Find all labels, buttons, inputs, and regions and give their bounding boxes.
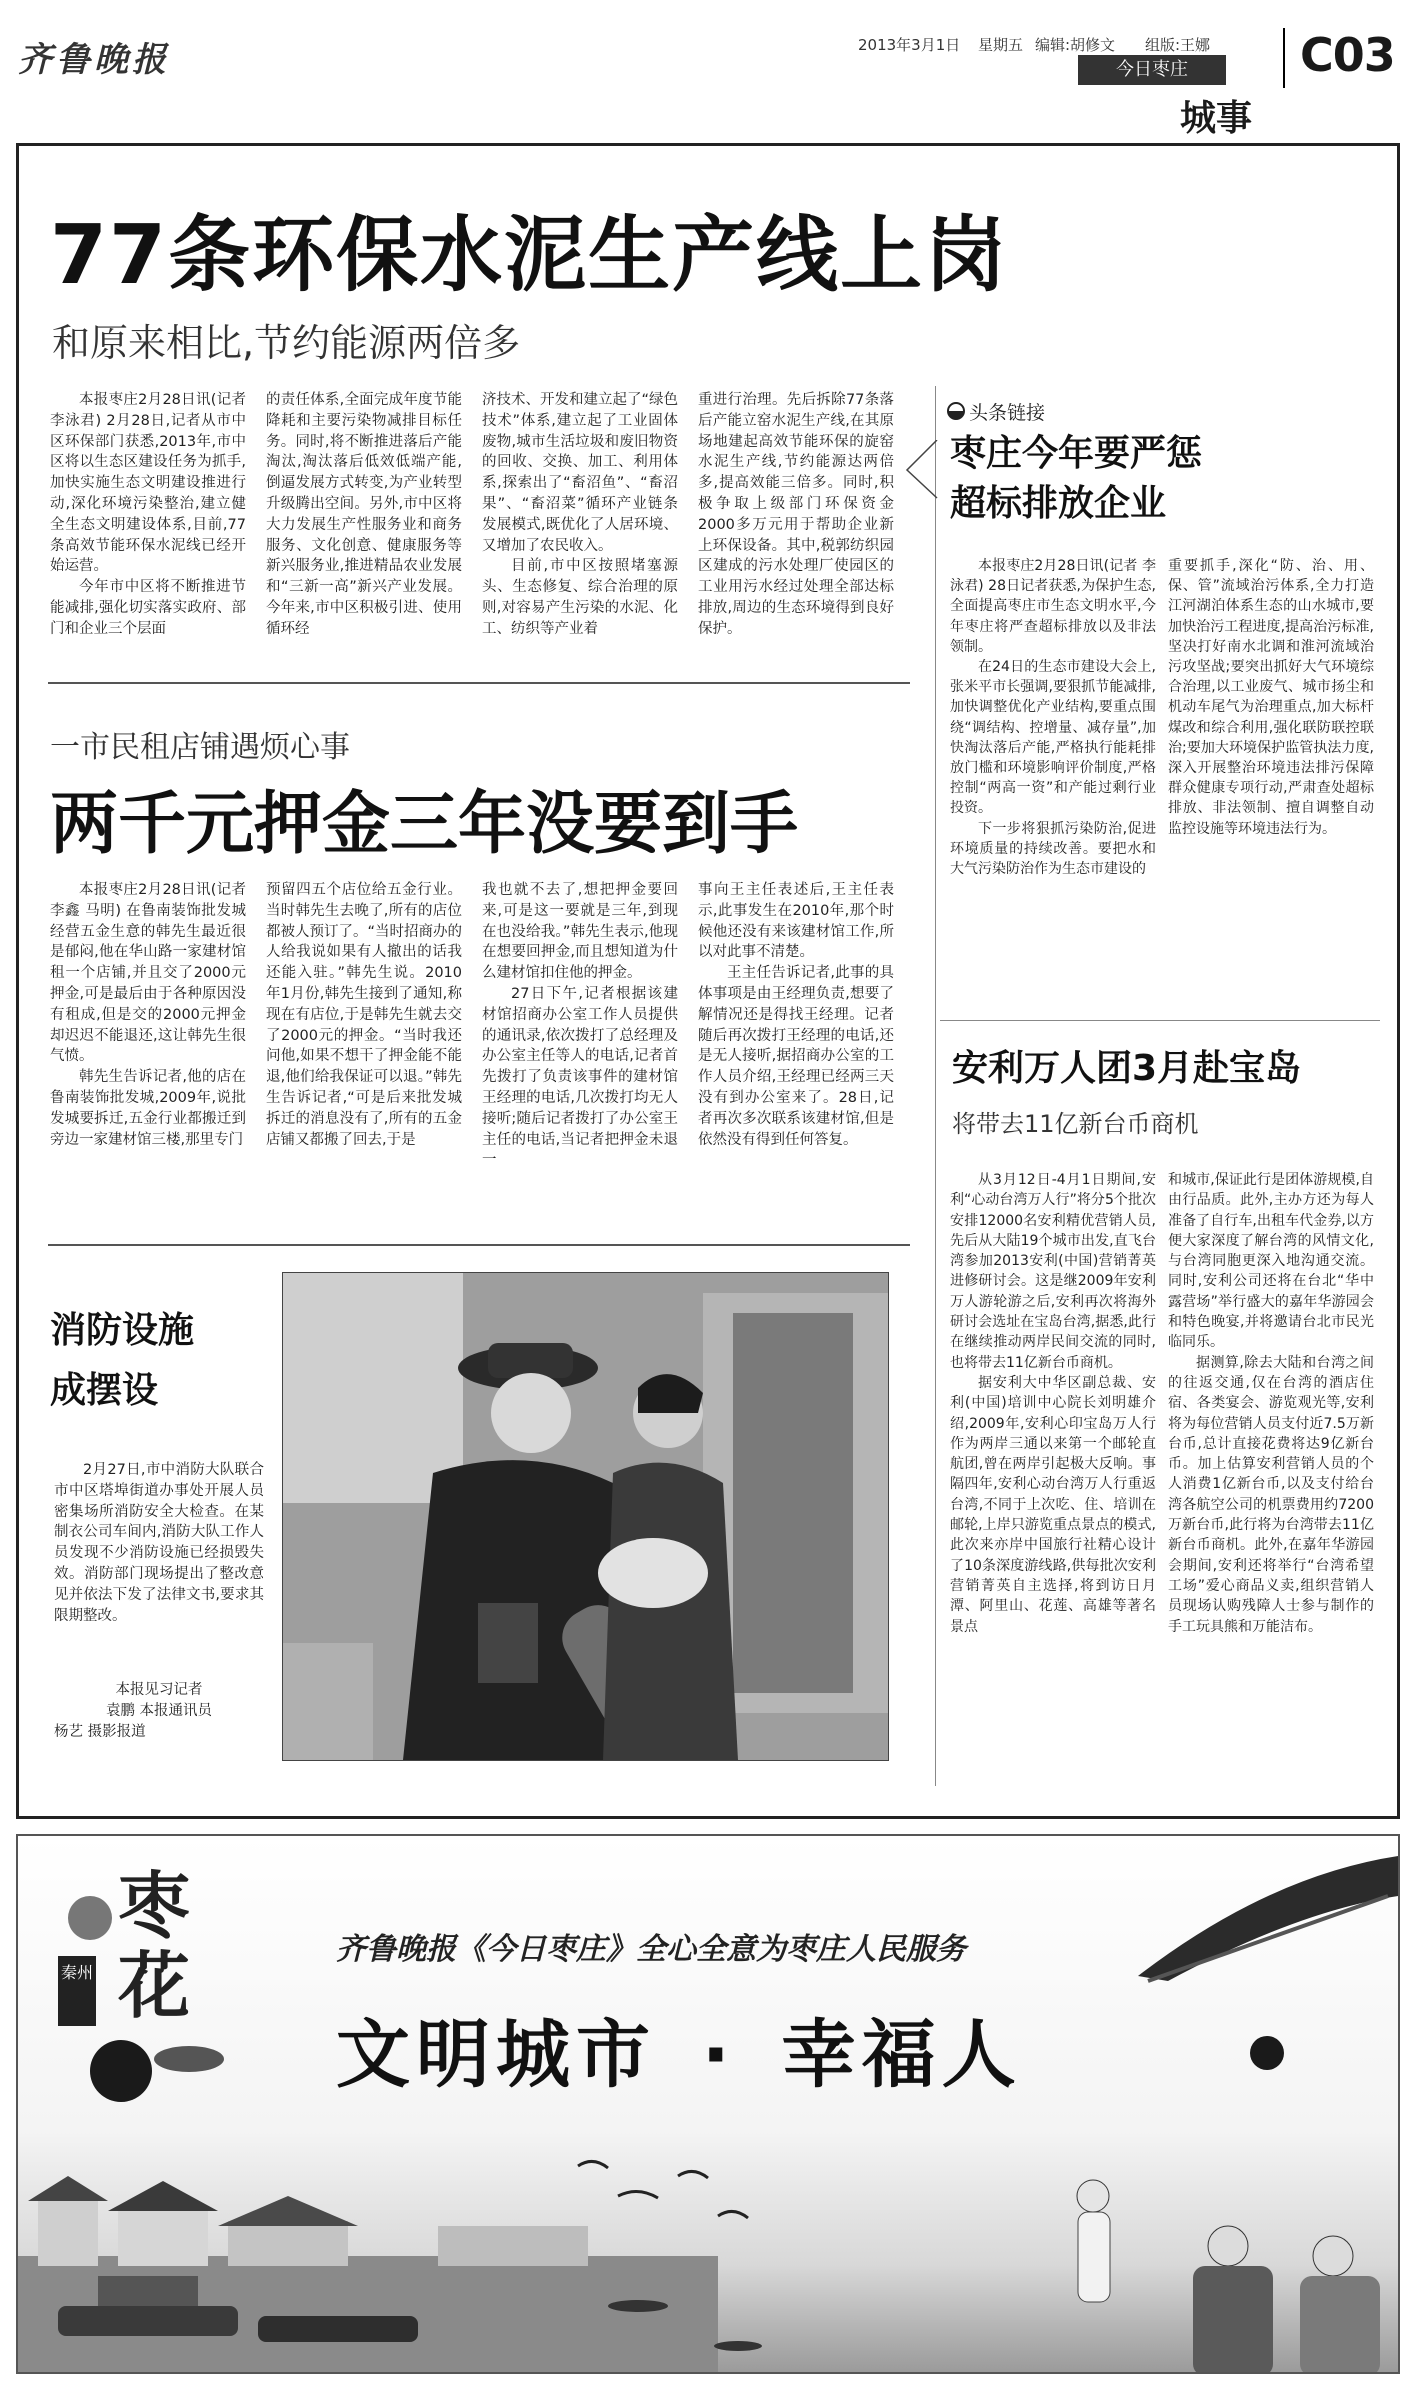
decor-dot: [90, 2040, 152, 2102]
story2-kicker: 一市民租店铺遇烦心事: [50, 730, 350, 765]
story2-column-3: [482, 880, 678, 1220]
story2-paragraph: 我也就不去了,想把押金要回来,可是这一要就是三年,到现在也没给我。”韩先生表示,他现在想要回押金,而且想知道为什么建材馆扣住他的押金。: [482, 882, 678, 982]
photo-credit: 本报见习记者: [115, 1682, 203, 1698]
sidebar1-headline: 枣庄今年要严惩: [950, 433, 1203, 474]
story1-column-3: [482, 390, 678, 665]
photo-illustration: [283, 1273, 888, 1760]
sidebar1-label-text: 头条链接: [969, 402, 1046, 424]
sidebar2-paragraph: 据测算,除去大陆和台湾之间的往返交通,仅在台湾的酒店住宿、各类宴会、游览观光等,安利将为每位营销人员支付近7.5万新台币,总计直接花费将达9亿新台币。加上估算安利营销人员的个人消费1亿新台币,以及支付给台湾各航空公司的机票费用约7200万新台币,此行将为台湾带去11亿新台币商机。此外,在嘉年华游园会期间,安利还将举行“台湾希望工场”爱心商品义卖,组织营销人员现场认购残障人士参与制作的手工玩具熊和万能洁布。: [1168, 1354, 1374, 1635]
sidebar1-paragraph: 下一步将狠抓污染防治,促进环境质量的持续改善。要把水和大气污染防治作为生态市建设的: [950, 820, 1156, 878]
section-rule: [940, 1020, 1380, 1021]
story2-column-2: [266, 880, 462, 1220]
masthead-logo: 齐鲁晚报: [18, 40, 170, 80]
callout-pointer: [905, 440, 939, 500]
masthead-divider: [1283, 28, 1285, 88]
sidebar2-paragraph: 从3月12日-4月1日期间,安利“心动台湾万人行”将分5个批次安排12000名安利精优营销人员,先后从大陆19个城市出发,直飞台湾参加2013安利(中国)营销菁英进修研讨会。这是继2009年安利万人游轮游之后,安利再次将海外研讨会选址在宝岛台湾,据悉,此行在继续推动两岸民间交流的同时,也将带去11亿新台币商机。: [950, 1172, 1156, 1371]
story1-column-2: [266, 390, 462, 665]
sidebar1-label: [947, 398, 1045, 425]
pavilion-roof-icon: [1138, 1856, 1398, 1996]
photo-credit: 袁鹏 本报通讯员: [105, 1702, 213, 1719]
banner-slogan: [336, 1996, 1022, 2102]
banner-tagline: [336, 1924, 966, 1968]
story1-paragraph: 今年市中区将不断推进节能减排,强化切实落实政府、部门和企业三个层面: [50, 579, 246, 637]
story3-paragraph: 2月27日,市中消防大队联合市中区塔埠街道办事处开展人员密集场所消防安全大检查。在某制衣公司车间内,消防大队工作人员发现不少消防设施已经损毁失效。消防部门现场提出了整改意见并依法下发了法律文书,要求其限期整改。: [54, 1462, 264, 1624]
story2-paragraph: 事向王主任表述后,王主任表示,此事发生在2010年,那个时候他还没有来该建材馆工作,所以对此事不清楚。: [698, 882, 894, 961]
layout-credit: 组版:王娜: [1145, 36, 1211, 54]
section-rule: [48, 682, 910, 684]
decor-dot: [1250, 2036, 1284, 2070]
banner-tagline-text: 《今日枣庄》全心全意为枣庄人民服务: [456, 1932, 966, 1967]
decor-dot: [154, 2046, 224, 2072]
story1-headline: 77条环保水泥生产线上岗: [50, 208, 1009, 303]
slogan-dot: ·: [701, 2012, 736, 2098]
story1-column-4: [698, 390, 894, 665]
sidebar2-subheadline: 将带去11亿新台币商机: [952, 1110, 1199, 1138]
story1-column-1: [50, 390, 246, 665]
story2-paragraph: 27日下午,记者根据该建材馆招商办公室工作人员提供的通讯录,依次拨打了总经理及办公室主任等人的电话,记者首先拨打了负责该事件的建材馆王经理的电话,几次拨打均无人接听;随后记者拨打了办公室王主任的电话,当记者把押金未退一: [482, 985, 678, 1169]
story2-column-4: [698, 880, 894, 1220]
story1-paragraph: 本报枣庄2月28日讯(记者 李泳君) 2月28日,记者从市中区环保部门获悉,2013年,市中区将以生态区建设任务为抓手,加快实施生态文明建设推进行动,深化环境污染整治,建立健全生态文明建设体系,目前,77条高效节能环保水泥线已经开始运营。: [50, 392, 246, 575]
sidebar1-paragraph: 在24日的生态市建设大会上,张米平市长强调,要狠抓节能减排,加快调整优化产业结构,要重点围绕“调结构、控增量、减存量”,加快淘汰落后产能,严格执行能耗排放门槛和环境影响评价制度,严格控制“两高一资”和产能过剩行业投资。: [950, 659, 1156, 817]
sidebar2-column-2: [1168, 1170, 1374, 1780]
story3-credits: [54, 1680, 264, 1760]
slogan-left: 文明城市: [336, 2012, 656, 2098]
story2-paragraph: 王主任告诉记者,此事的具体事项是由王经理负责,想要了解情况还是得找王经理。记者随后再次拨打王经理的电话,还是无人接听,据招商办公室的工作人员介绍,王经理已经两三天没有到办公室来了。28日,记者再次多次联系该建材馆,但是依然没有得到任何答复。: [698, 965, 894, 1148]
section-rule: [48, 1244, 910, 1246]
sidebar1-headline: 超标排放企业: [950, 483, 1167, 524]
sidebar2-headline: 安利万人团3月赴宝岛: [952, 1048, 1302, 1089]
bullet-icon: [947, 402, 965, 420]
sidebar1-paragraph: 本报枣庄2月28日讯(记者 李泳君) 28日记者获悉,为保护生态,全面提高枣庄市生态文明水平,今年枣庄将严查超标排放以及非法领制。: [950, 558, 1156, 655]
sidebar1-column-2: [1168, 556, 1374, 996]
story3-headline: 成摆设: [50, 1370, 159, 1411]
section-tag: 今日枣庄: [1078, 55, 1226, 85]
issue-date: 2013年3月1日: [858, 36, 961, 54]
waterfront-scene: [18, 2136, 1398, 2374]
sidebar1-paragraph: 重要抓手,深化“防、治、用、保、管”流域治污体系,全力打造江河湖泊体系生态的山水城市,要加快治污工程进度,提高治污标准,坚决打好南水北调和淮河流域治污攻坚战;要突出抓好大气环境综合治理,以工业废气、城市扬尘和机动车尾气为治理重点,加大标杆煤改和综合利用,强化联防联控联治;要加大环境保护监管执法力度,深入开展整治环境违法排污保障群众健康专项行动,严肃查处超标排放、非法领制、擅自调整自动监控设施等环境违法行为。: [1168, 558, 1374, 837]
story2-headline: 两千元押金三年没要到手: [50, 785, 799, 864]
story1-subheadline: 和原来相比,节约能源两倍多: [52, 321, 521, 365]
story2-paragraph: 预留四五个店位给五金行业。当时韩先生去晚了,所有的店位都被人预订了。“当时招商办的人给我说如果有人撤出的话我还能入驻。”韩先生说。2010年1月份,韩先生接到了通知,称现在有店位,于是韩先生就去交了2000元的押金。“当时我还问他,如果不想干了押金能不能退,他们给我保证可以退。”韩先生告诉记者,“可是后来批发城拆迁的消息没有了,所有的五金店铺又都搬了回去,于是: [266, 882, 462, 1148]
story2-paragraph: 韩先生告诉记者,他的店在鲁南装饰批发城,2009年,说批发城要拆迁,五金行业都搬迁到旁边一家建材馆三楼,那里专门: [50, 1069, 246, 1148]
sidebar2-column-1: [950, 1170, 1156, 1780]
banner-paper-name: 齐鲁晚报: [336, 1932, 456, 1967]
story3-headline: 消防设施: [50, 1310, 195, 1351]
story1-paragraph: 的责任体系,全面完成年度节能降耗和主要污染物减排目标任务。同时,将不断推进落后产能淘汰,淘汰落后低效低端产能,倒逼发展方式转变,为产业转型升级腾出空间。另外,市中区将大力发展生产性服务业和商务服务、文化创意、健康服务等新兴服务业,推进精品农业发展和“三新一高”新兴产业发展。今年来,市中区积极引进、使用循环经: [266, 392, 462, 637]
seal-stamp: 秦州: [58, 1956, 96, 2026]
story3-body: [54, 1460, 264, 1670]
story2-paragraph: 本报枣庄2月28日讯(记者 李鑫 马明) 在鲁南装饰批发城经营五金生意的韩先生最近很是郁闷,他在华山路一家建材馆租一个店铺,并且交了2000元押金,可是最后由于各种原因没有租成,但是交的2000元押金却迟迟不能退还,这让韩先生很气愤。: [50, 882, 246, 1065]
news-photo: [282, 1272, 889, 1761]
sidebar1-column-1: [950, 556, 1156, 996]
sidebar2-paragraph: 和城市,保证此行是团体游规模,自由行品质。此外,主办方还为每人准备了自行车,出租车代金券,以方便大家深度了解台湾的风情文化,与台湾同胞更深入地沟通交流。同时,安利公司还将在台北“华中露营场”举行盛大的嘉年华游园会和特色晚宴,并将邀请台北市民光临同乐。: [1168, 1172, 1374, 1351]
ad-banner: [16, 1834, 1400, 2374]
sidebar2-paragraph: 据安利大中华区副总裁、安利(中国)培训中心院长刘明雄介绍,2009年,安利心印宝岛万人行作为两岸三通以来第一个邮轮直航团,曾在两岸引起极大反响。事隔四年,安利心动台湾万人行重返台湾,不同于上次吃、住、培训在邮轮,上岸只游览重点景点的模式,此次来亦岸中国旅行社精心设计了10条深度游线路,供每批次安利营销菁英自主选择,将到访日月潭、阿里山、花莲、高雄等著名景点: [950, 1374, 1156, 1635]
calligraphy-mark: 枣花: [118, 1863, 191, 2028]
section-name: 城事: [1180, 98, 1253, 139]
page-number: C03: [1300, 28, 1395, 82]
column-divider: [935, 386, 936, 1786]
issue-weekday: 星期五: [978, 36, 1024, 54]
photo-credit: 杨艺 摄影报道: [54, 1723, 146, 1740]
story1-paragraph: 目前,市中区按照堵塞源头、生态修复、综合治理的原则,对容易产生污染的水泥、化工、纺织等产业着: [482, 558, 678, 637]
story1-paragraph: 济技术、开发和建立起了“绿色技术”体系,建立起了工业固体废物,城市生活垃圾和废旧物资的回收、交换、加工、利用体系,探索出了“畜沼鱼”、“畜沼果”、“畜沼菜”循环产业链条发展模式,既优化了人居环境、又增加了农民收入。: [482, 392, 678, 554]
slogan-right: 幸福人: [781, 2012, 1022, 2098]
decor-dot: [68, 1896, 112, 1940]
story2-column-1: [50, 880, 246, 1220]
editor-credit: 编辑:胡修文: [1035, 36, 1116, 54]
story1-paragraph: 重进行治理。先后拆除77条落后产能立窑水泥生产线,在其原场地建起高效节能环保的旋窑水泥生产线,节约能源达两倍多,提高效能三倍多。同时,积极争取上级部门环保资金2000多万元用于帮助企业新上环保设备。其中,税郭纺织园区建成的污水处理厂使园区的工业用污水经过处理全部达标排放,周边的生态环境得到良好保护。: [698, 392, 894, 637]
